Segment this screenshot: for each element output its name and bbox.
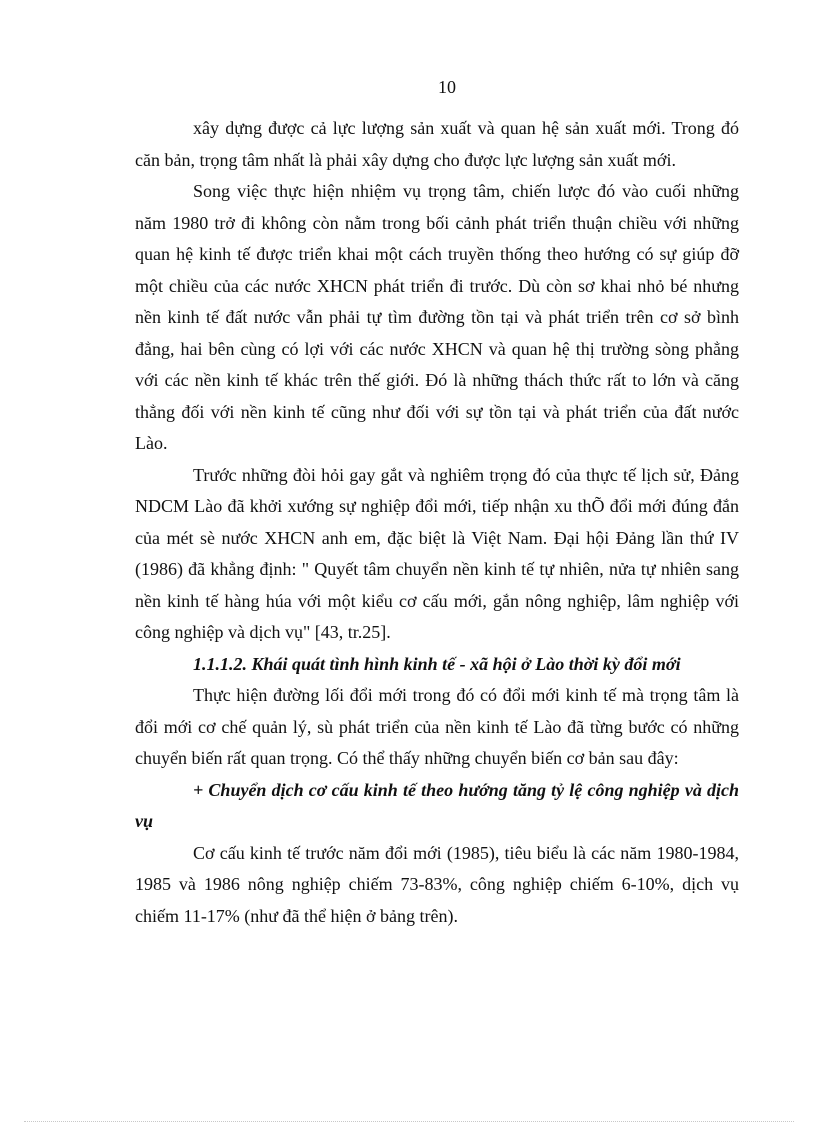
page-bottom-divider — [24, 1121, 794, 1122]
paragraph: Song việc thực hiện nhiệm vụ trọng tâm, chiến lược đó vào cuối những năm 1980 trở đi không còn nằm trong bối cảnh phát triển thuận chiều với những quan hệ kinh tế được triển khai một cách truyền thống theo hướng có sự giúp đỡ một chiều của các nước XHCN phát triển đi trước. Dù còn sơ khai nhỏ bé nhưng nền kinh tế đất nước vẫn phải tự tìm đường tồn tại và phát triển trên cơ sở bình đẳng, hai bên cùng có lợi với các nước XHCN và quan hệ thị trường sòng phẳng với các nền kinh tế khác trên thế giới. Đó là những thách thức rất to lớn và căng thẳng đối với nền kinh tế cũng như đối với sự tồn tại và phát triển của đất nước Lào. — [135, 181, 739, 453]
section-heading: 1.1.1.2. Khái quát tình hình kinh tế - xã hội ở Lào thời kỳ đổi mới — [193, 653, 681, 674]
paragraph: xây dựng được cả lực lượng sản xuất và quan hệ sản xuất mới. Trong đó căn bản, trọng tâm nhất là phải xây dựng cho được lực lượng sản xuất mới. — [135, 118, 739, 170]
paragraph: Cơ cấu kinh tế trước năm đổi mới (1985), tiêu biểu là các năm 1980-1984, 1985 và 1986 nông nghiệp chiếm 73-83%, công nghiệp chiếm 6-10%, dịch vụ chiếm 11-17% (như đã thể hiện ở bảng trên). — [135, 842, 739, 926]
paragraph: Trước những đòi hỏi gay gắt và nghiêm trọng đó của thực tế lịch sử, Đảng NDCM Lào đã khởi xướng sự nghiệp đổi mới, tiếp nhận xu thÕ đổi mới đúng đắn của mét sè nước XHCN anh em, đặc biệt là Việt Nam. Đại hội Đảng lần thứ IV (1986) đã khẳng định: " Quyết tâm chuyển nền kinh tế tự nhiên, nửa tự nhiên sang nền kinh tế hàng húa với một kiểu cơ cấu mới, gắn nông nghiệp, lâm nghiệp với công nghiệp và dịch vụ" [43, tr.25]. — [135, 464, 739, 642]
paragraph: Thực hiện đường lối đổi mới trong đó có đổi mới kinh tế mà trọng tâm là đổi mới cơ chế quản lý, sù phát triển của nền kinh tế Lào đã từng bước có những chuyển biến rất quan trọng. Có thể thấy những chuyển biến cơ bản sau đây: — [135, 685, 739, 768]
sub-heading: + Chuyển dịch cơ cấu kinh tế theo hướng tăng tỷ lệ công nghiệp và dịch vụ — [135, 779, 739, 831]
page-number: 10 — [438, 77, 456, 97]
document-body — [135, 113, 739, 932]
